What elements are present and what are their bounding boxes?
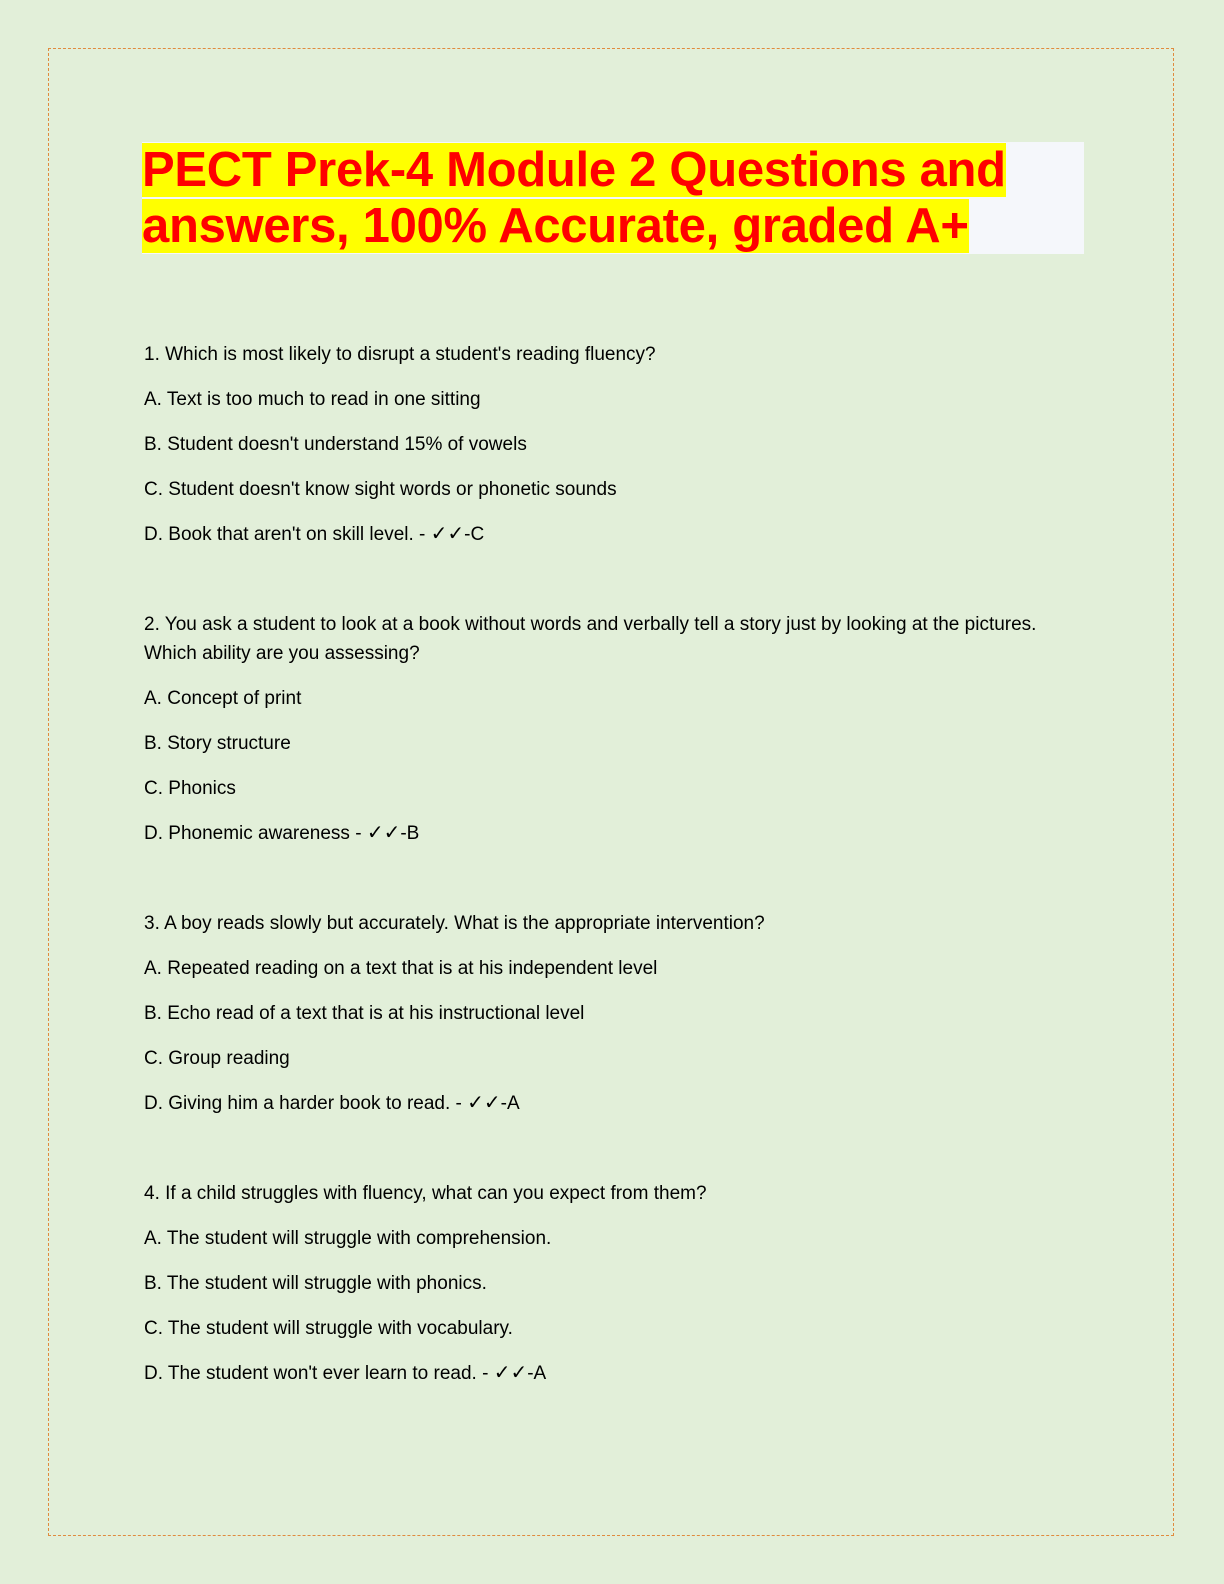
question-list [144,340,1044,1449]
document-title-text: PECT Prek-4 Module 2 Questions and answers, 100% Accurate, graded A+ [142,143,1006,253]
option-a: A. Repeated reading on a text that is at his independent level [144,958,658,979]
option-d [144,819,1044,848]
checkmark-icon: ✓✓ [467,1092,501,1114]
question-4 [144,1179,1044,1388]
title-block [142,142,1084,254]
question-1 [144,340,1044,549]
option-c: C. Group reading [144,1048,290,1069]
option-d-text: D. Giving him a harder book to read. - [144,1093,468,1114]
answer-key: -B [400,823,420,844]
answer-key: -C [464,524,485,545]
option-b: B. Student doesn't understand 15% of vowels [144,434,527,455]
question-text: 2. You ask a student to look at a book without words and verbally tell a story just by looking at the pictures. Which ability are you assessing? [144,614,1037,664]
question-text: 4. If a child struggles with fluency, what can you expect from them? [144,1183,707,1204]
option-b: B. The student will struggle with phonics. [144,1273,487,1294]
option-b: B. Echo read of a text that is at his instructional level [144,1003,585,1024]
option-d [144,1359,1044,1388]
option-d [144,520,1044,549]
option-d-text: D. The student won't ever learn to read. - [144,1363,494,1384]
question-text: 3. A boy reads slowly but accurately. What is the appropriate intervention? [144,913,765,934]
option-c: C. Student doesn't know sight words or phonetic sounds [144,479,617,500]
option-a: A. The student will struggle with comprehension. [144,1228,552,1249]
answer-key: -A [500,1093,520,1114]
checkmark-icon: ✓✓ [430,523,465,545]
question-3 [144,909,1044,1118]
question-2 [144,610,1044,848]
checkmark-icon: ✓✓ [493,1362,528,1384]
checkmark-icon: ✓✓ [366,822,401,844]
option-a: A. Concept of print [144,688,302,709]
option-d-text: D. Phonemic awareness - [144,823,367,844]
option-b: B. Story structure [144,733,291,754]
option-a: A. Text is too much to read in one sitting [144,389,481,410]
option-c: C. Phonics [144,778,236,799]
document-title [142,142,1084,254]
question-text: 1. Which is most likely to disrupt a student's reading fluency? [144,344,656,365]
answer-key: -A [527,1363,547,1384]
option-d [144,1089,1044,1118]
option-c: C. The student will struggle with vocabulary. [144,1318,513,1339]
option-d-text: D. Book that aren't on skill level. - [144,524,431,545]
